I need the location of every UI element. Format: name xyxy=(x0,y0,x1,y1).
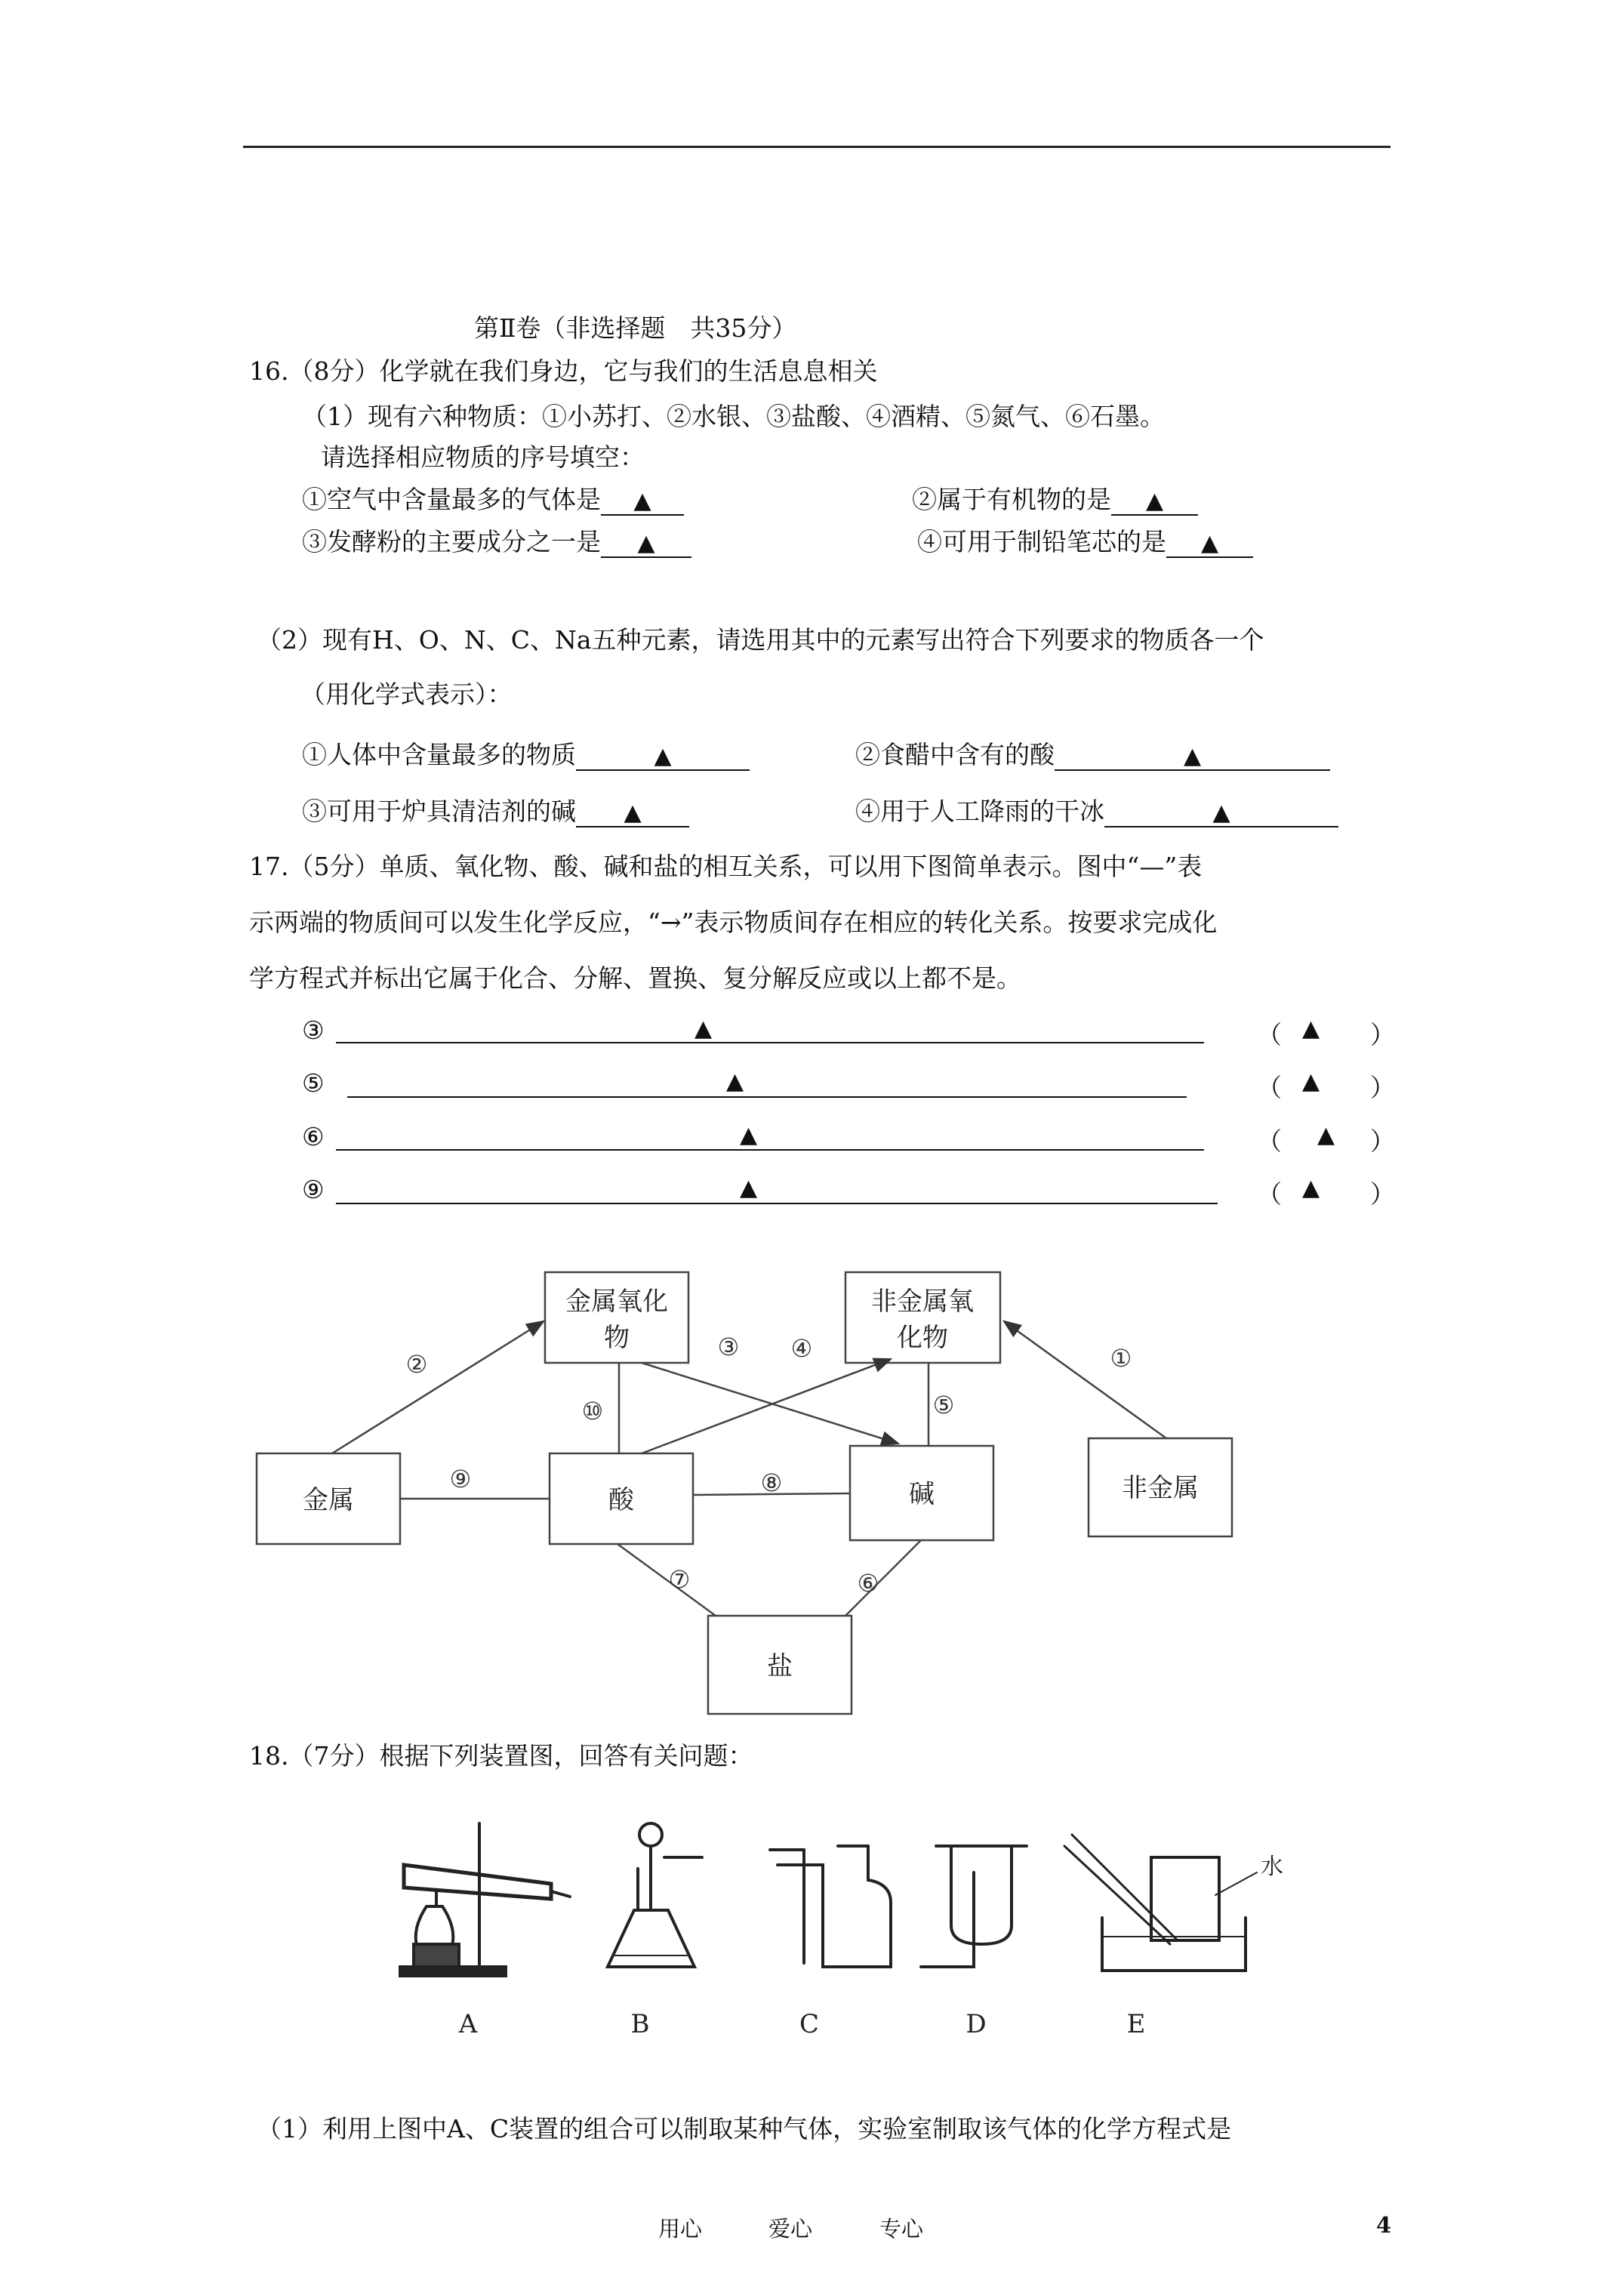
equation-line[interactable] xyxy=(336,1042,1204,1043)
metal-label: 金属 xyxy=(303,1485,354,1515)
label-10: ⑩ xyxy=(581,1397,604,1425)
label-5: ⑤ xyxy=(932,1391,955,1419)
q16-item3-text: ③发酵粉的主要成分之一是 xyxy=(302,527,601,556)
triangle-icon: ▲ xyxy=(1302,1015,1320,1042)
nonmetal-oxide-label-1: 非金属氧 xyxy=(871,1287,974,1317)
line-7 xyxy=(617,1544,716,1616)
apparatus-d xyxy=(921,1846,1027,1967)
header-rule xyxy=(243,146,1390,148)
paren-open: （ xyxy=(1257,1073,1282,1102)
triangle-icon: ▲ xyxy=(1212,800,1230,826)
salt-label: 盐 xyxy=(767,1651,793,1681)
q16-item8-text: ④用于人工降雨的干冰 xyxy=(855,797,1104,826)
nonmetal-label: 非金属 xyxy=(1122,1473,1199,1503)
label-c: C xyxy=(799,2009,820,2039)
q16-item1-text: ①空气中含量最多的气体是 xyxy=(302,485,601,514)
apparatus-a xyxy=(400,1823,570,1976)
triangle-icon: ▲ xyxy=(624,800,642,826)
q17-line1: 17.（5分）单质、氧化物、酸、碱和盐的相互关系，可以用下图简单表示。图中“—”表 xyxy=(249,852,1203,881)
q16-item8 xyxy=(855,797,1338,827)
answer-blank[interactable] xyxy=(1104,799,1338,827)
triangle-icon: ▲ xyxy=(654,743,672,769)
acid-label: 酸 xyxy=(608,1485,634,1515)
label-9: ⑨ xyxy=(449,1465,472,1493)
label-3: ③ xyxy=(717,1333,740,1361)
q16-part1-intro: （1）现有六种物质：①小苏打、②水银、③盐酸、④酒精、⑤氮气、⑥石墨。 xyxy=(302,402,1165,431)
answer-blank[interactable] xyxy=(576,799,689,827)
triangle-icon: ▲ xyxy=(1200,530,1219,556)
answer-blank[interactable] xyxy=(576,742,750,771)
equation-line[interactable] xyxy=(336,1203,1218,1204)
q16-part1-instruction: 请选择相应物质的序号填空： xyxy=(321,442,645,472)
answer-blank[interactable] xyxy=(1166,529,1253,558)
label-1: ① xyxy=(1110,1344,1132,1373)
equation-number: ⑤ xyxy=(302,1068,325,1098)
triangle-icon: ▲ xyxy=(637,530,655,556)
equation-number: ⑨ xyxy=(302,1175,325,1204)
triangle-icon: ▲ xyxy=(740,1122,758,1148)
answer-blank[interactable] xyxy=(601,487,684,516)
apparatus-figure xyxy=(377,1812,1359,2039)
triangle-icon: ▲ xyxy=(1183,743,1202,769)
triangle-icon: ▲ xyxy=(740,1175,758,1201)
footer-word: 用心 xyxy=(658,2216,703,2242)
apparatus-c xyxy=(770,1846,891,1967)
paren-close: ） xyxy=(1370,1073,1395,1102)
arrow-1 xyxy=(1004,1321,1166,1438)
relationship-diagram xyxy=(242,1238,1261,1729)
apparatus-e xyxy=(1064,1835,1257,1971)
q16-part2-intro: （2）现有H、O、N、C、Na五种元素，请选用其中的元素写出符合下列要求的物质各一个 xyxy=(257,625,1264,655)
triangle-icon: ▲ xyxy=(633,488,651,514)
equation-line[interactable] xyxy=(336,1149,1204,1151)
arrow-4 xyxy=(642,1359,891,1453)
q16-item3 xyxy=(302,527,691,558)
page-number: 4 xyxy=(1376,2212,1392,2238)
q16-item4 xyxy=(917,527,1253,558)
equation-line[interactable] xyxy=(347,1096,1187,1098)
footer-word: 爱心 xyxy=(768,2216,813,2242)
q16-item7-text: ③可用于炉具清洁剂的碱 xyxy=(302,797,576,826)
q16-item6 xyxy=(855,740,1330,771)
q18-title: 18.（7分）根据下列装置图，回答有关问题： xyxy=(249,1741,753,1771)
answer-blank[interactable] xyxy=(1111,487,1198,516)
arrow-3 xyxy=(642,1363,898,1444)
answer-blank[interactable] xyxy=(1055,742,1330,771)
metal-oxide-label-1: 金属氧化 xyxy=(565,1287,668,1317)
q16-part2-instruction: （用化学式表示）： xyxy=(300,680,513,709)
q18-part1: （1）利用上图中A、C装置的组合可以制取某种气体，实验室制取该气体的化学方程式是 xyxy=(257,2114,1232,2143)
triangle-icon: ▲ xyxy=(1317,1122,1335,1148)
label-b: B xyxy=(630,2009,650,2039)
triangle-icon: ▲ xyxy=(726,1068,744,1095)
metal-oxide-label-2: 物 xyxy=(604,1323,630,1353)
label-a: A xyxy=(458,2009,478,2039)
paren-open: （ xyxy=(1257,1020,1282,1049)
paren-open: （ xyxy=(1257,1179,1282,1209)
paren-open: （ xyxy=(1257,1126,1282,1156)
water-label: 水 xyxy=(1261,1854,1283,1880)
answer-blank[interactable] xyxy=(601,529,691,558)
apparatus-b xyxy=(608,1823,702,1967)
label-2: ② xyxy=(405,1350,428,1379)
label-6: ⑥ xyxy=(857,1569,879,1598)
label-7: ⑦ xyxy=(668,1565,691,1594)
triangle-icon: ▲ xyxy=(694,1015,713,1042)
label-4: ④ xyxy=(790,1334,813,1363)
paren-close: ） xyxy=(1370,1126,1395,1156)
label-d: D xyxy=(965,2009,987,2039)
arrow-2 xyxy=(332,1321,544,1453)
equation-number: ⑥ xyxy=(302,1122,325,1151)
q17-line3: 学方程式并标出它属于化合、分解、置换、复分解反应或以上都不是。 xyxy=(249,963,1021,993)
triangle-icon: ▲ xyxy=(1302,1068,1320,1095)
q16-item5-text: ①人体中含量最多的物质 xyxy=(302,740,576,769)
q16-item5 xyxy=(302,740,750,771)
footer-word: 专心 xyxy=(879,2216,924,2242)
paren-close: ） xyxy=(1370,1020,1395,1049)
label-8: ⑧ xyxy=(760,1469,783,1497)
q16-item2 xyxy=(912,485,1198,516)
paren-close: ） xyxy=(1370,1179,1395,1209)
base-label: 碱 xyxy=(909,1479,935,1509)
q16-item2-text: ②属于有机物的是 xyxy=(912,485,1111,514)
nonmetal-oxide-label-2: 化物 xyxy=(897,1323,948,1353)
triangle-icon: ▲ xyxy=(1302,1175,1320,1201)
q16-item6-text: ②食醋中含有的酸 xyxy=(855,740,1055,769)
q16-item4-text: ④可用于制铅笔芯的是 xyxy=(917,527,1166,556)
section-title: 第Ⅱ卷（非选择题 共35分） xyxy=(474,313,797,343)
label-e: E xyxy=(1126,2009,1146,2039)
q16-title: 16.（8分）化学就在我们身边，它与我们的生活息息相关 xyxy=(249,356,878,386)
triangle-icon: ▲ xyxy=(1145,488,1164,514)
q16-item7 xyxy=(302,797,689,827)
q16-item1 xyxy=(302,485,684,516)
equation-number: ③ xyxy=(302,1015,325,1045)
q17-line2: 示两端的物质间可以发生化学反应，“→”表示物质间存在相应的转化关系。按要求完成化 xyxy=(249,908,1218,937)
